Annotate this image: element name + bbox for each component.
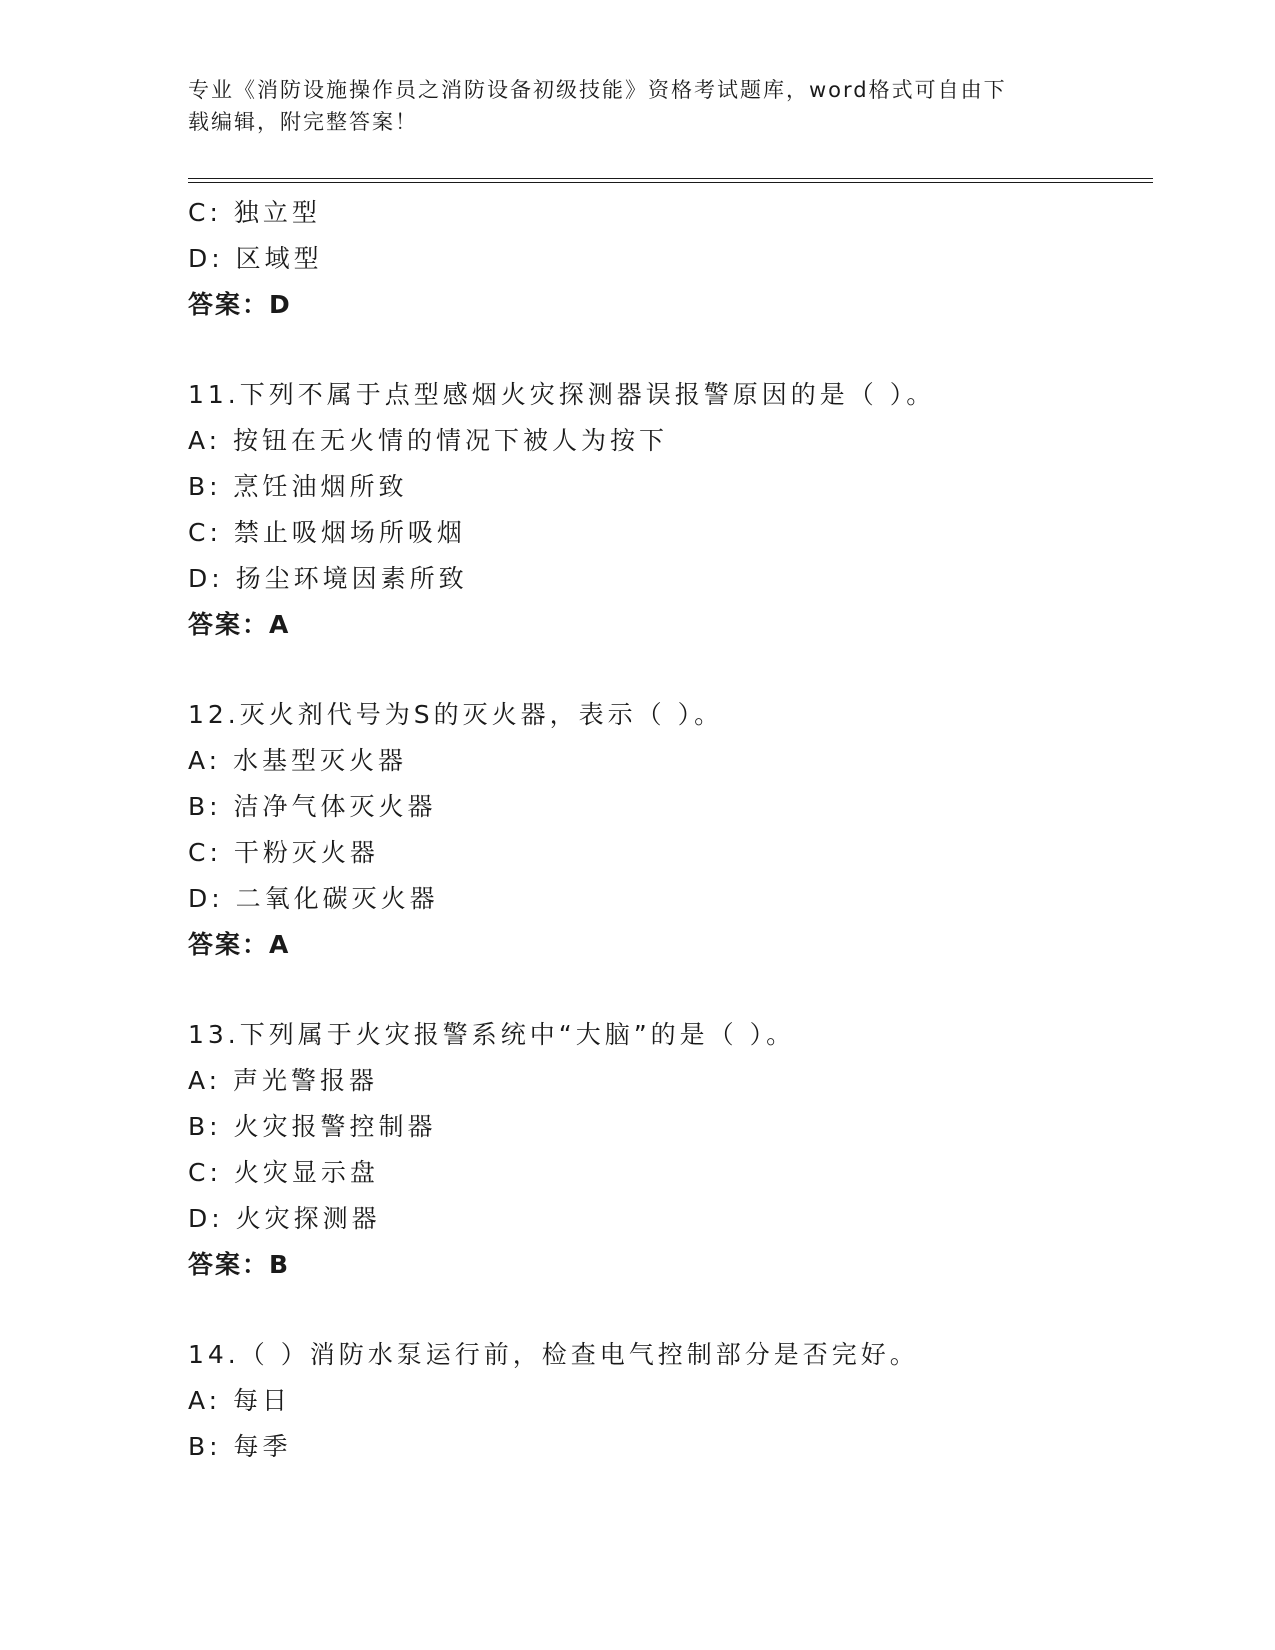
option-c: C: 火灾显示盘 — [188, 1158, 379, 1187]
header-line-1: 专业《消防设施操作员之消防设备初级技能》资格考试题库，word格式可自由下 — [188, 78, 1007, 102]
question-13 — [188, 1012, 1153, 1288]
spacer — [188, 328, 1153, 372]
answer-line: 答案：A — [188, 930, 291, 959]
option-d: D: 扬尘环境因素所致 — [188, 564, 468, 593]
answer-line: 答案：B — [188, 1250, 291, 1279]
option-b: B: 烹饪油烟所致 — [188, 472, 408, 501]
answer-line: 答案：A — [188, 610, 291, 639]
answer-line: 答案：D — [188, 290, 292, 319]
option-b: B: 洁净气体灭火器 — [188, 792, 437, 821]
question-11 — [188, 372, 1153, 648]
option-c: C: 禁止吸烟场所吸烟 — [188, 518, 466, 547]
option-d: D: 区域型 — [188, 244, 323, 273]
option-d: D: 二氧化碳灭火器 — [188, 884, 439, 913]
option-b: B: 火灾报警控制器 — [188, 1112, 437, 1141]
question-14 — [188, 1332, 1153, 1470]
previous-question-tail — [188, 190, 1153, 328]
option-d: D: 火灾探测器 — [188, 1204, 381, 1233]
page-header — [188, 74, 1088, 138]
question-stem: 11.下列不属于点型感烟火灾探测器误报警原因的是（ ）。 — [188, 380, 936, 409]
question-stem: 13.下列属于火灾报警系统中“大脑”的是（ ）。 — [188, 1020, 796, 1049]
option-c: C: 独立型 — [188, 198, 321, 227]
option-a: A: 水基型灭火器 — [188, 746, 408, 775]
question-stem: 14.（ ）消防水泵运行前，检查电气控制部分是否完好。 — [188, 1340, 919, 1369]
header-divider-top — [188, 178, 1153, 179]
spacer — [188, 648, 1153, 692]
spacer — [188, 1288, 1153, 1332]
option-a: A: 每日 — [188, 1386, 292, 1415]
option-a: A: 按钮在无火情的情况下被人为按下 — [188, 426, 669, 455]
spacer — [188, 968, 1153, 1012]
question-list — [188, 190, 1153, 1470]
header-divider-bottom — [188, 182, 1153, 183]
question-12 — [188, 692, 1153, 968]
option-c: C: 干粉灭火器 — [188, 838, 379, 867]
question-stem: 12.灭火剂代号为S的灭火器，表示（ ）。 — [188, 700, 724, 729]
option-b: B: 每季 — [188, 1432, 292, 1461]
header-line-2: 载编辑，附完整答案！ — [188, 110, 418, 134]
option-a: A: 声光警报器 — [188, 1066, 379, 1095]
